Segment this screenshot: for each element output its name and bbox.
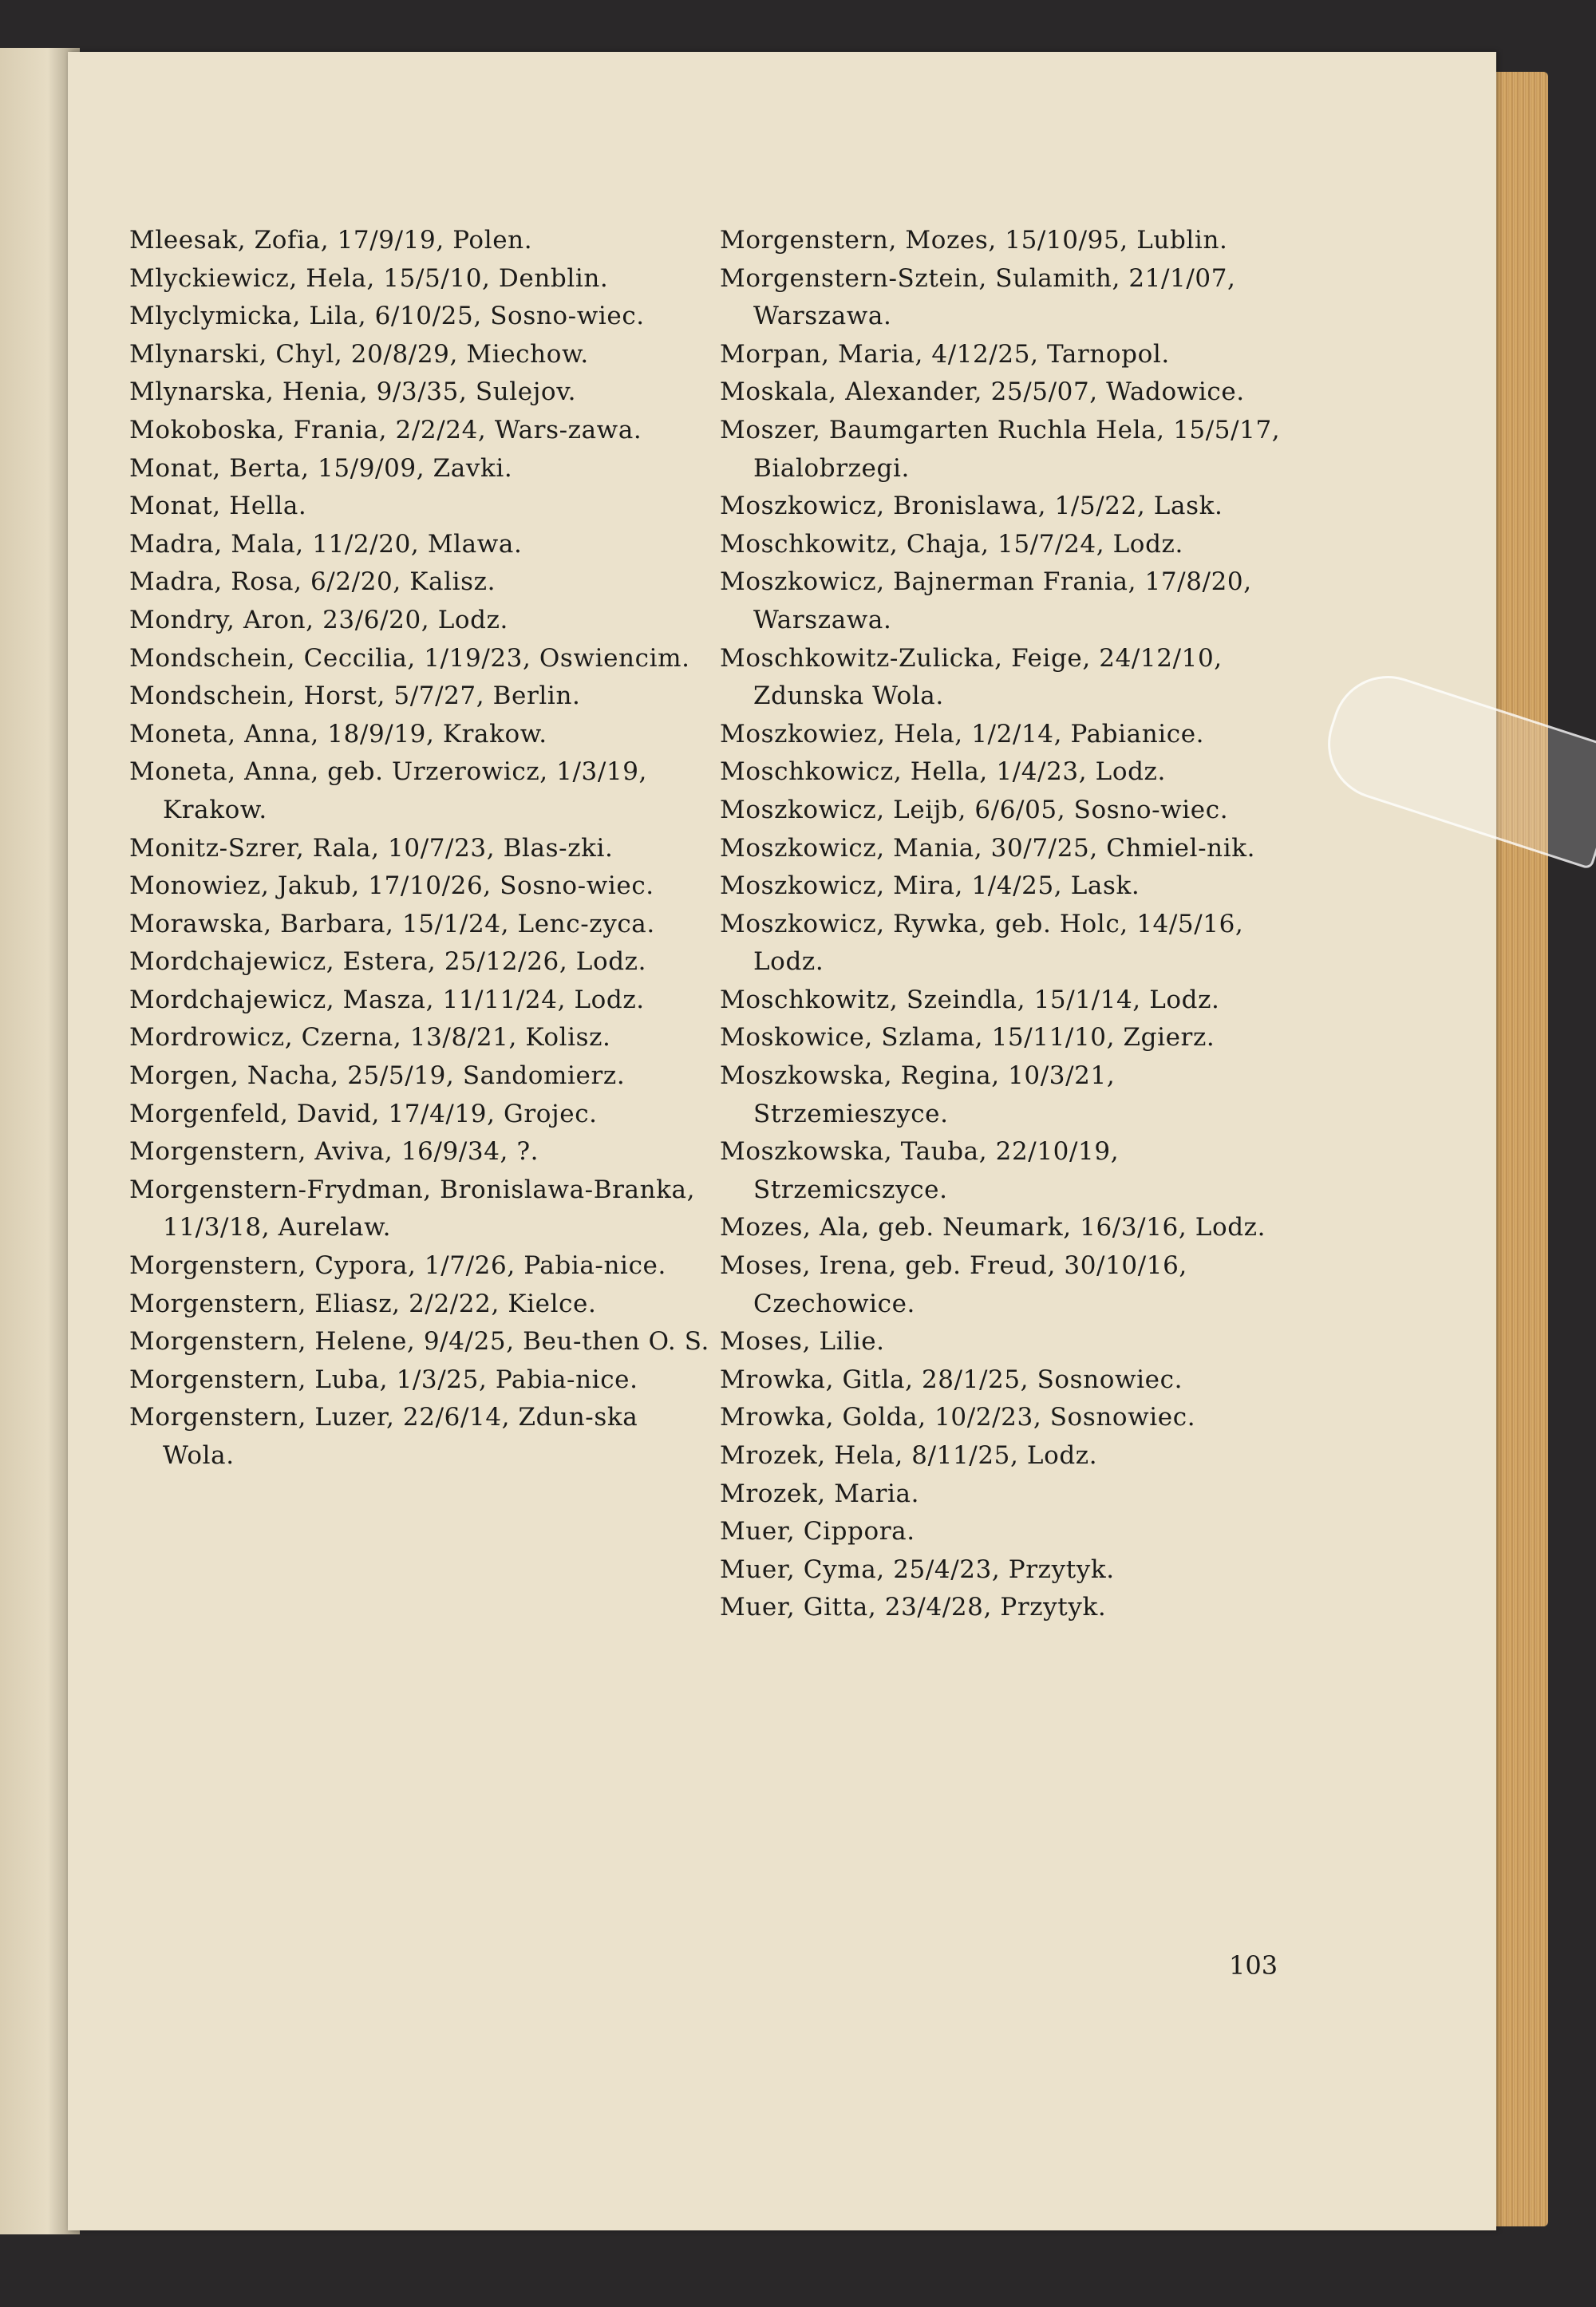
list-item: Morgenstern, Helene, 9/4/25, Beu-then O. S. — [129, 1327, 709, 1357]
list-item: Moszkowicz, Bajnerman Frania, 17/8/20, Warszawa. — [720, 567, 1252, 634]
list-item: Monowiez, Jakub, 17/10/26, Sosno-wiec. — [129, 871, 654, 901]
list-item: Moschkowitz-Zulicka, Feige, 24/12/10, Zdunska Wola. — [720, 643, 1223, 711]
list-item: Morgenstern, Eliasz, 2/2/22, Kielce. — [129, 1289, 597, 1318]
list-item: Morgenstern, Luzer, 22/6/14, Zdun-ska Wola. — [129, 1403, 638, 1470]
list-item: Moszkowska, Tauba, 22/10/19, Strzemicszyce. — [720, 1137, 1120, 1204]
list-item: Mlynarska, Henia, 9/3/35, Sulejov. — [129, 377, 577, 407]
list-item: Mlyclymicka, Lila, 6/10/25, Sosno-wiec. — [129, 302, 645, 331]
list-item: Mordchajewicz, Masza, 11/11/24, Lodz. — [129, 985, 645, 1014]
list-item: Mrowka, Golda, 10/2/23, Sosnowiec. — [720, 1403, 1196, 1432]
list-item: Mordchajewicz, Estera, 25/12/26, Lodz. — [129, 947, 647, 977]
list-item: Morgenstern, Luba, 1/3/25, Pabia-nice. — [129, 1365, 638, 1394]
list-item: Morgenstern, Mozes, 15/10/95, Lublin. — [720, 226, 1228, 255]
list-item: Morgenstern, Aviva, 16/9/34, ?. — [129, 1137, 539, 1167]
list-item: Moszkowicz, Rywka, geb. Holc, 14/5/16, Lodz. — [720, 909, 1244, 977]
list-item: Morgenfeld, David, 17/4/19, Grojec. — [129, 1099, 598, 1128]
list-item: Moses, Lilie. — [720, 1327, 885, 1357]
list-item: Morgenstern, Cypora, 1/7/26, Pabia-nice. — [129, 1251, 666, 1281]
list-item: Moszkowicz, Bronislawa, 1/5/22, Lask. — [720, 492, 1223, 521]
list-item: Morgenstern-Sztein, Sulamith, 21/1/07, Warszawa. — [720, 263, 1236, 331]
list-item: Mlynarski, Chyl, 20/8/29, Miechow. — [129, 339, 589, 369]
list-item: Morawska, Barbara, 15/1/24, Lenc-zyca. — [129, 909, 655, 938]
list-item: Madra, Mala, 11/2/20, Mlawa. — [129, 529, 523, 559]
list-item: Moszkowicz, Mira, 1/4/25, Lask. — [720, 871, 1140, 901]
list-item: Mozes, Ala, geb. Neumark, 16/3/16, Lodz. — [720, 1213, 1266, 1242]
list-item: Moskowice, Szlama, 15/11/10, Zgierz. — [720, 1023, 1215, 1053]
list-item: Mordrowicz, Czerna, 13/8/21, Kolisz. — [129, 1023, 611, 1053]
list-item: Muer, Gitta, 23/4/28, Przytyk. — [720, 1593, 1107, 1622]
list-item: Moschkowicz, Hella, 1/4/23, Lodz. — [720, 757, 1166, 787]
list-item: Morpan, Maria, 4/12/25, Tarnopol. — [720, 339, 1170, 369]
list-item: Morgenstern-Frydman, Bronislawa-Branka, 11/3/18, Aurelaw. — [129, 1175, 696, 1242]
list-item: Mleesak, Zofia, 17/9/19, Polen. — [129, 226, 533, 255]
list-item: Monitz-Szrer, Rala, 10/7/23, Blas-zki. — [129, 833, 614, 863]
list-item: Mrowka, Gitla, 28/1/25, Sosnowiec. — [720, 1365, 1183, 1394]
list-item: Mondry, Aron, 23/6/20, Lodz. — [129, 605, 508, 634]
list-item: Muer, Cyma, 25/4/23, Przytyk. — [720, 1554, 1115, 1584]
list-item: Mlyckiewicz, Hela, 15/5/10, Denblin. — [129, 263, 609, 293]
left-name-column — [129, 222, 712, 1475]
list-item: Moszer, Baumgarten Ruchla Hela, 15/5/17, Bialobrzegi. — [720, 415, 1281, 483]
list-item: Madra, Rosa, 6/2/20, Kalisz. — [129, 567, 496, 597]
list-item: Mokoboska, Frania, 2/2/24, Wars-zawa. — [129, 415, 642, 444]
list-item: Monat, Hella. — [129, 492, 307, 521]
list-item: Monat, Berta, 15/9/09, Zavki. — [129, 453, 513, 483]
list-item: Morgen, Nacha, 25/5/19, Sandomierz. — [129, 1061, 626, 1091]
list-item: Moschkowitz, Szeindla, 15/1/14, Lodz. — [720, 985, 1220, 1014]
list-item: Moszkowiez, Hela, 1/2/14, Pabianice. — [720, 719, 1205, 749]
list-item: Mrozek, Hela, 8/11/25, Lodz. — [720, 1441, 1098, 1470]
list-item: Mondschein, Horst, 5/7/27, Berlin. — [129, 681, 581, 711]
right-name-column — [720, 222, 1302, 1627]
list-item: Moses, Irena, geb. Freud, 30/10/16, Czechowice. — [720, 1251, 1187, 1318]
list-item: Mrozek, Maria. — [720, 1479, 920, 1508]
list-item: Moneta, Anna, 18/9/19, Krakow. — [129, 719, 547, 749]
page-number: 103 — [1229, 1950, 1278, 1981]
list-item: Muer, Cippora. — [720, 1517, 915, 1547]
list-item: Moneta, Anna, geb. Urzerowicz, 1/3/19, Krakow. — [129, 757, 648, 824]
list-item: Moszkowska, Regina, 10/3/21, Strzemieszyce. — [720, 1061, 1116, 1128]
list-item: Moszkowicz, Leijb, 6/6/05, Sosno-wiec. — [720, 795, 1229, 824]
list-item: Moskala, Alexander, 25/5/07, Wadowice. — [720, 377, 1245, 407]
list-item: Moschkowitz, Chaja, 15/7/24, Lodz. — [720, 529, 1183, 559]
list-item: Mondschein, Ceccilia, 1/19/23, Oswiencim. — [129, 643, 690, 673]
list-item: Moszkowicz, Mania, 30/7/25, Chmiel-nik. — [720, 833, 1256, 863]
